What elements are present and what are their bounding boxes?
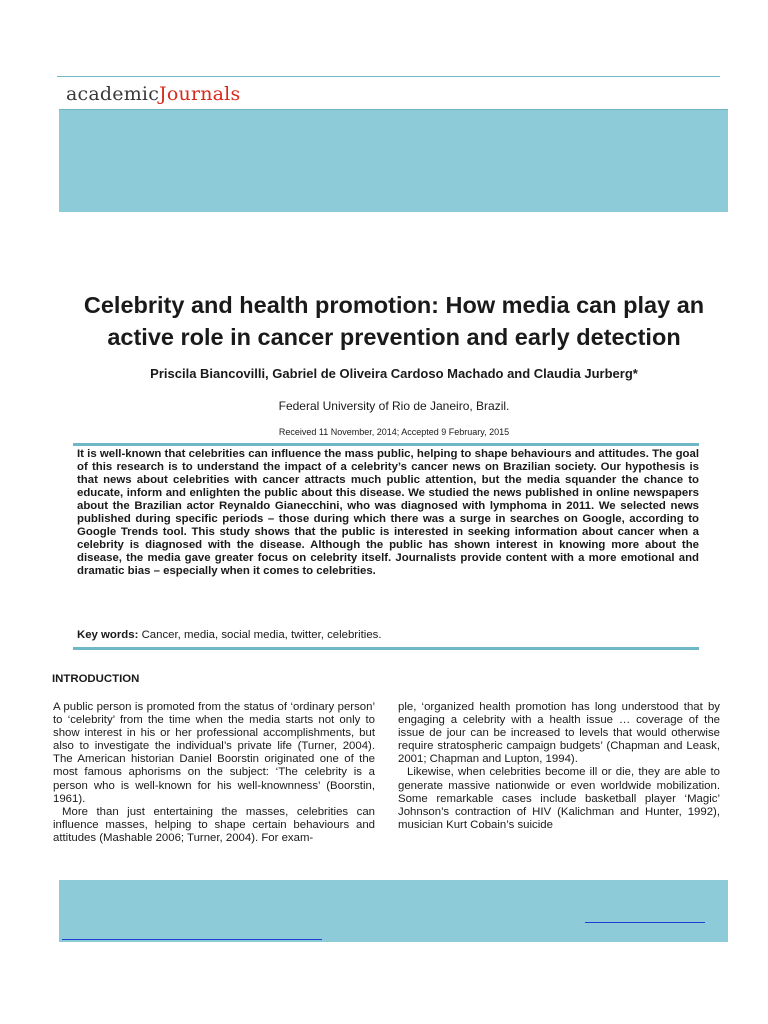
received-dates: Received 11 November, 2014; Accepted 9 February, 2015 <box>278 427 510 437</box>
keywords-label: Key words: <box>77 629 139 641</box>
keywords-bottom-rule <box>73 647 699 650</box>
footer-link-right[interactable] <box>585 922 705 923</box>
logo-text-journals: Journals <box>159 83 241 105</box>
journal-logo <box>66 82 240 107</box>
abstract-top-rule <box>73 443 699 446</box>
paragraph: A public person is promoted from the status of ‘ordinary person’ to ‘celebrity’ from the time when the media starts not only to show interest in his or her professional accomplishments, but also to investigate the individual’s private life (Turner, 2004). The American historian Daniel Boorstin originated one of the most famous aphorisms on the subject: ‘The celebrity is a person who is well-known for his well-knownness’ (Boorstin, 1961). <box>53 701 375 805</box>
logo-text-academic: academic <box>66 83 160 105</box>
keywords <box>77 628 699 642</box>
paragraph: Likewise, when celebrities become ill or die, they are able to generate massive nationwide or even worldwide mobilization. Some remarkable cases include basketball player ‘Magic’ Johnson’s contraction of HIV (Kalichman and Hunter, 1992), musician Kurt Cobain’s suicide <box>398 766 720 831</box>
author-list: Priscila Biancovilli, Gabriel de Oliveira Cardoso Machado and Claudia Jurberg* <box>150 366 638 381</box>
body-column-right <box>398 701 720 832</box>
footer-link-left[interactable] <box>62 939 322 940</box>
affiliation: Federal University of Rio de Janeiro, Brazil. <box>278 399 510 413</box>
footer-banner <box>59 880 728 942</box>
section-heading-introduction: INTRODUCTION <box>52 673 140 685</box>
paragraph: ple, ‘organized health promotion has long understood that by engaging a celebrity with a health issue … coverage of the issue de jour can be increased to levels that would otherwise require stratospheric campaign budgets’ (Chapman and Leask, 2001; Chapman and Lupton, 1994). <box>398 701 720 766</box>
header-banner <box>59 109 728 212</box>
keywords-list: Cancer, media, social media, twitter, celebrities. <box>138 629 382 641</box>
body-column-left <box>53 701 375 845</box>
article-title: Celebrity and health promotion: How media can play an active role in cancer prevention and early detection <box>83 292 705 350</box>
paragraph: More than just entertaining the masses, celebrities can influence masses, helping to shape certain behaviours and attitudes (Mashable 2006; Turner, 2004). For exam- <box>53 805 375 844</box>
header-rule <box>57 76 720 77</box>
abstract-text: It is well-known that celebrities can influence the mass public, helping to shape behaviours and attitudes. The goal of this research is to understand the impact of a celebrity’s cancer news on Brazilian society. Our hypothesis is that news about celebrities with cancer attracts much public attention, but the media squander the chance to educate, inform and enlighten the public about this disease. We studied the news published in online newspapers about the Brazilian actor Reynaldo Gianecchini, who was diagnosed with lymphoma in 2011. We selected news published during specific periods – those during which there was a surge in searches on Google, according to Google Trends tool. This study shows that the public is interested in seeking information about cancer when a celebrity is diagnosed with the disease. Although the public has shown interest in knowing more about the disease, the media gave greater focus on celebrity itself. Journalists provide content with a more emotional and dramatic bias – especially when it comes to celebrities. <box>77 448 699 577</box>
